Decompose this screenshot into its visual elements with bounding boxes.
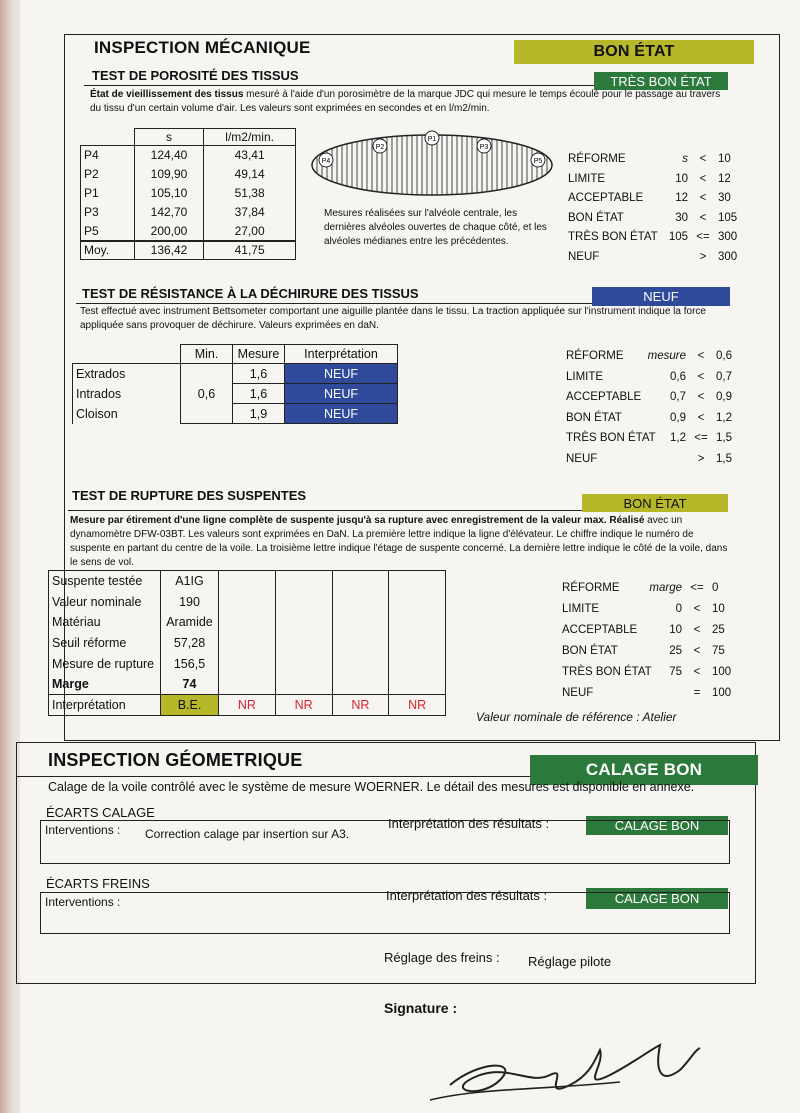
geometric-title: INSPECTION GÉOMETRIQUE	[48, 750, 303, 770]
porosity-flow: 27,00	[204, 222, 296, 241]
lines-empty-cell	[332, 612, 389, 633]
porosity-time: 105,10	[134, 184, 204, 203]
scale-op: <	[697, 411, 705, 424]
lines-empty-cell	[219, 591, 276, 612]
mechanical-status-badge: BON ÉTAT	[514, 40, 754, 64]
scale-row	[566, 371, 740, 392]
lines-empty-cell	[332, 674, 389, 695]
porosity-point: P2	[81, 165, 135, 184]
tear-title: TEST DE RÉSISTANCE À LA DÉCHIRURE DES TISSUS	[82, 286, 419, 301]
tear-measure: 1,9	[233, 404, 285, 424]
porosity-row	[81, 222, 296, 241]
lines-value: 190	[161, 591, 219, 612]
scale-low: marge	[649, 582, 682, 594]
lines-label: Seuil réforme	[49, 633, 161, 654]
calage-box	[40, 820, 730, 864]
scale-high: 25	[712, 624, 725, 636]
scale-op: <	[697, 370, 705, 383]
scale-low: mesure	[647, 350, 686, 362]
tear-badge: NEUF	[592, 287, 730, 306]
scale-level: ACCEPTABLE	[566, 391, 642, 404]
scale-op: <	[693, 603, 701, 615]
lines-row	[49, 674, 446, 695]
scale-op: >	[697, 452, 705, 465]
scale-op: <	[699, 211, 707, 224]
scale-low: s	[682, 153, 688, 165]
porosity-description: État de vieillissement des tissus mesuré à l'aide d'un porosimètre de la marque JDC qui mesure le temps écoulé pour le passage au travers du tissu d'un certain volume d'air. Les valeurs sont exprimées en secondes et en l/m2/min.	[90, 89, 721, 114]
scale-low: 10	[669, 624, 682, 636]
tear-measure: 1,6	[233, 364, 285, 384]
porosity-badge: TRÈS BON ÉTAT	[594, 72, 728, 90]
lines-empty-cell	[275, 633, 332, 654]
scale-row	[566, 391, 740, 412]
scale-high: 10	[718, 153, 731, 165]
porosity-time: 200,00	[134, 222, 204, 241]
porosity-flow: 37,84	[204, 203, 296, 222]
lines-row	[49, 695, 446, 716]
scale-level: ACCEPTABLE	[568, 192, 644, 205]
scale-row	[568, 212, 738, 232]
lines-row	[49, 653, 446, 674]
scale-high: 1,2	[716, 411, 732, 424]
scale-level: LIMITE	[562, 603, 600, 615]
measurement-point-label: P4	[321, 158, 331, 165]
lines-row	[49, 571, 446, 592]
scale-op: <	[693, 645, 701, 657]
scale-high: 0,9	[716, 391, 732, 404]
lines-empty-cell	[219, 674, 276, 695]
lines-empty-cell	[389, 591, 446, 612]
lines-value: A1IG	[161, 571, 219, 592]
porosity-row	[81, 184, 296, 203]
lines-empty-cell	[219, 571, 276, 592]
scale-row	[562, 624, 738, 645]
lines-value: 57,28	[161, 633, 219, 654]
scale-op: >	[699, 250, 707, 263]
tear-interpretation: NEUF	[285, 384, 398, 404]
scale-level: BON ÉTAT	[562, 645, 618, 657]
geometric-status-badge: CALAGE BON	[530, 755, 758, 785]
porosity-scale	[568, 153, 738, 271]
measurement-point-label: P3	[479, 144, 489, 151]
scale-high: 100	[712, 666, 732, 678]
lines-label: Suspente testée	[49, 571, 161, 592]
tear-header-min: Min.	[181, 345, 233, 364]
scale-op: <	[699, 153, 707, 165]
brakes-label: Réglage des freins :	[384, 950, 500, 965]
scale-low: 105	[668, 231, 688, 244]
measurement-point-label: P5	[533, 158, 543, 165]
wing-measurement-diagram	[308, 130, 556, 200]
lines-value: 156,5	[161, 653, 219, 674]
lines-label: Marge	[49, 674, 161, 695]
lines-empty-cell	[275, 612, 332, 633]
porosity-time: 142,70	[134, 203, 204, 222]
porosity-flow: 51,38	[204, 184, 296, 203]
porosity-avg-flow: 41,75	[204, 241, 296, 260]
calage-badge: CALAGE BON	[586, 816, 728, 835]
porosity-time: 124,40	[134, 146, 204, 165]
scale-row	[566, 453, 740, 474]
tear-row	[73, 384, 398, 404]
mechanical-title: INSPECTION MÉCANIQUE	[94, 38, 311, 57]
scale-op: <=	[696, 231, 710, 244]
scale-low: 0	[675, 603, 682, 615]
freins-interventions-label: Interventions :	[45, 895, 121, 909]
scale-low: 12	[675, 192, 688, 205]
scale-level: ACCEPTABLE	[562, 624, 638, 636]
scale-row	[568, 173, 738, 193]
tear-header-measure: Mesure	[233, 345, 285, 364]
scale-row	[562, 645, 738, 666]
lines-empty-cell	[332, 571, 389, 592]
lines-table	[48, 570, 446, 716]
porosity-point: P4	[81, 146, 135, 165]
freins-interp-label: Interprétation des résultats :	[386, 888, 548, 903]
scale-op: <	[697, 350, 705, 362]
lines-row	[49, 612, 446, 633]
lines-empty-cell	[389, 674, 446, 695]
lines-row	[49, 633, 446, 654]
tear-header-corner	[73, 345, 181, 364]
scale-op: <	[699, 192, 707, 205]
tear-row	[73, 364, 398, 384]
calage-interp-label: Interprétation des résultats :	[388, 816, 550, 831]
scale-level: TRÈS BON ÉTAT	[562, 666, 652, 678]
tear-table	[72, 344, 398, 424]
scale-level: LIMITE	[566, 370, 604, 383]
porosity-point: P3	[81, 203, 135, 222]
tear-part: Intrados	[73, 384, 181, 404]
scale-high: 1,5	[716, 432, 732, 445]
scale-row	[566, 350, 740, 371]
scale-row	[568, 251, 738, 271]
lines-row	[49, 591, 446, 612]
lines-nr: NR	[219, 695, 276, 716]
scale-row	[562, 666, 738, 687]
scale-low: 10	[675, 172, 688, 185]
lines-label: Matériau	[49, 612, 161, 633]
scale-level: RÉFORME	[568, 153, 626, 165]
measurement-point-label: P1	[427, 136, 437, 143]
lines-empty-cell	[332, 591, 389, 612]
lines-label: Interprétation	[49, 695, 161, 716]
calage-title: ÉCARTS CALAGE	[46, 805, 155, 820]
scale-high: 75	[712, 645, 725, 657]
tear-interpretation: NEUF	[285, 404, 398, 424]
tear-scale	[566, 350, 740, 474]
lines-empty-cell	[219, 612, 276, 633]
porosity-flow: 49,14	[204, 165, 296, 184]
geometric-description: Calage de la voile contrôlé avec le système de mesure WOERNER. Le détail des mesures est disponible en annexe.	[48, 780, 695, 794]
porosity-row	[81, 165, 296, 184]
handwritten-signature	[420, 1030, 720, 1110]
scale-high: 10	[712, 603, 725, 615]
measurement-point-label: P2	[375, 144, 385, 151]
scale-level: BON ÉTAT	[566, 411, 622, 424]
tear-min: 0,6	[181, 364, 233, 424]
scale-row	[562, 687, 738, 708]
scale-high: 105	[718, 211, 738, 224]
scale-op: <	[697, 391, 705, 404]
tear-interpretation: NEUF	[285, 364, 398, 384]
porosity-avg-s: 136,42	[134, 241, 204, 260]
freins-box	[40, 892, 730, 934]
porosity-header-flow: l/m2/min.	[204, 129, 296, 146]
lines-empty-cell	[275, 653, 332, 674]
lines-empty-cell	[332, 633, 389, 654]
tear-description: Test effectué avec instrument Bettsometer comportant une aiguille plantée dans le tissu. La traction appliquée sur l'instrument indique la force appliquée sans provoquer de déchirure. Valeurs exprimées en daN.	[80, 306, 706, 331]
scale-high: 0	[712, 582, 719, 594]
porosity-flow: 43,41	[204, 146, 296, 165]
tear-row	[73, 404, 398, 424]
tear-measure: 1,6	[233, 384, 285, 404]
scale-low: 30	[675, 211, 688, 224]
scale-op: =	[693, 687, 701, 699]
scale-op: <	[699, 172, 707, 185]
porosity-point: P1	[81, 184, 135, 203]
scale-low: 0,7	[670, 391, 686, 404]
scale-row	[566, 412, 740, 433]
scale-op: <=	[694, 432, 708, 445]
scale-row	[568, 153, 738, 173]
scale-level: NEUF	[562, 687, 594, 699]
lines-nr: NR	[275, 695, 332, 716]
scale-low: 0,9	[670, 411, 686, 424]
scale-row	[562, 582, 738, 603]
calage-interventions-label: Interventions :	[45, 823, 121, 837]
scale-op: <	[693, 666, 701, 678]
scale-row	[566, 432, 740, 453]
scale-high: 30	[718, 192, 731, 205]
lines-badge: BON ÉTAT	[582, 494, 728, 512]
scale-high: 1,5	[716, 452, 732, 465]
scale-low: 75	[669, 666, 682, 678]
porosity-time: 109,90	[134, 165, 204, 184]
scale-level: BON ÉTAT	[568, 211, 624, 224]
lines-nr: NR	[332, 695, 389, 716]
lines-empty-cell	[275, 591, 332, 612]
lines-label: Valeur nominale	[49, 591, 161, 612]
scale-level: TRÈS BON ÉTAT	[568, 231, 658, 244]
lines-title: TEST DE RUPTURE DES SUSPENTES	[72, 488, 307, 503]
lines-empty-cell	[389, 633, 446, 654]
scale-row	[568, 192, 738, 212]
porosity-header-s: s	[134, 129, 204, 146]
porosity-table	[80, 128, 296, 260]
tear-part: Cloison	[73, 404, 181, 424]
document-page	[20, 0, 800, 1113]
scale-level: RÉFORME	[562, 582, 620, 594]
porosity-title: TEST DE POROSITÉ DES TISSUS	[92, 68, 299, 83]
lines-empty-cell	[389, 612, 446, 633]
porosity-header-corner	[81, 129, 135, 146]
scale-high: 100	[712, 687, 732, 699]
diagram-note: Mesures réalisées sur l'alvéole centrale, les dernières alvéoles ouvertes de chaque côté, et les alvéoles médianes entre les précédentes.	[324, 208, 547, 247]
scale-level: NEUF	[566, 452, 598, 465]
lines-reference: Valeur nominale de référence : Atelier	[476, 710, 677, 724]
lines-empty-cell	[389, 571, 446, 592]
scale-level: LIMITE	[568, 172, 606, 185]
porosity-point: P5	[81, 222, 135, 241]
porosity-row	[81, 146, 296, 165]
lines-value: 74	[161, 674, 219, 695]
lines-empty-cell	[219, 653, 276, 674]
scale-row	[562, 603, 738, 624]
scale-high: 0,7	[716, 370, 732, 383]
lines-nr: NR	[389, 695, 446, 716]
tear-header-interp: Interprétation	[285, 345, 398, 364]
lines-value: Aramide	[161, 612, 219, 633]
lines-scale	[562, 582, 738, 708]
scale-level: TRÈS BON ÉTAT	[566, 432, 656, 445]
porosity-row	[81, 203, 296, 222]
scale-row	[568, 231, 738, 251]
lines-empty-cell	[275, 571, 332, 592]
lines-empty-cell	[219, 633, 276, 654]
lines-empty-cell	[275, 674, 332, 695]
freins-badge: CALAGE BON	[586, 888, 728, 909]
signature-label: Signature :	[384, 1000, 458, 1016]
scale-level: NEUF	[568, 250, 600, 263]
brakes-value: Réglage pilote	[528, 954, 612, 969]
porosity-avg-label: Moy.	[81, 241, 135, 260]
lines-label: Mesure de rupture	[49, 653, 161, 674]
lines-empty-cell	[332, 653, 389, 674]
scale-high: 300	[718, 250, 738, 263]
calage-intervention-text: Correction calage par insertion sur A3.	[145, 827, 350, 841]
lines-empty-cell	[389, 653, 446, 674]
scale-low: 0,6	[670, 370, 686, 383]
lines-value: B.E.	[161, 695, 219, 716]
scale-high: 0,6	[716, 350, 732, 362]
tear-part: Extrados	[73, 364, 181, 384]
scale-low: 1,2	[670, 432, 686, 445]
lines-description: Mesure par étirement d'une ligne complète de suspente jusqu'à sa rupture avec enregistrement de la valeur max. Réalisé avec un dynamomètre DFW-03BT. Les valeurs sont exprimées en DaN. La première lettre indique la ligne d'élévateur. Le chiffre indique le numéro de suspente en partant du centre de la voile. La troisième lettre indique l'étage de suspente concerné. La dernière lettre indique le côté de la voile, dans le sens de vol.	[70, 515, 728, 568]
scale-high: 300	[718, 231, 738, 244]
scale-op: <=	[690, 582, 704, 594]
scale-low: 25	[669, 645, 682, 657]
freins-title: ÉCARTS FREINS	[46, 876, 150, 891]
scale-level: RÉFORME	[566, 350, 624, 362]
scale-op: <	[693, 624, 701, 636]
scale-high: 12	[718, 172, 731, 185]
